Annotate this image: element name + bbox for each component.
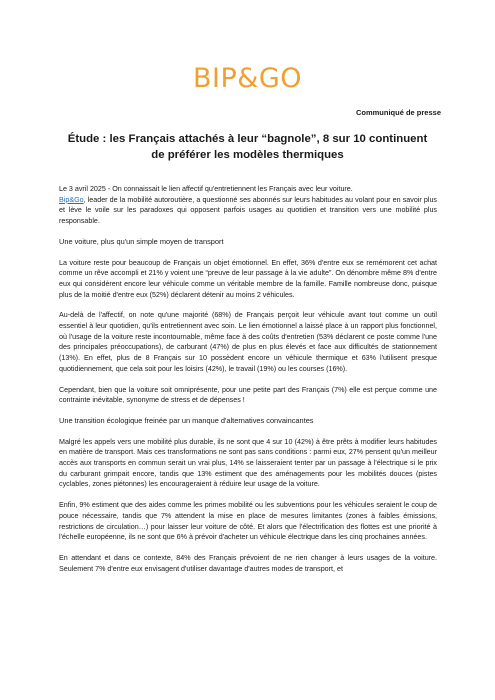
title-line-1: Étude : les Français attachés à leur “bagnole”, 8 sur 10 continuent [67, 133, 428, 145]
title-line-2: de préférer les modèles thermiques [151, 149, 344, 161]
intro-text-after: , leader de la mobilité autoroutière, a questionné ses abonnés sur leurs habitudes au volant pour en savoir plus et lève le voile sur les paradoxes qui opposent parfois usages au quotidien et transition vers une mobilité plus responsable. [59, 195, 437, 226]
section1-paragraph-2: Au-delà de l'affectif, on note qu'une majorité (68%) de Français perçoit leur véhicule avant tout comme un outil essentiel à leur quotidien, qu'ils entretiennent avec soin. Le lien émotionnel a laissé place à un rapport plus fonctionnel, où l'usage de la voiture reste incontournable, même face à des coûts d'entretien (53% déclarent ce poste comme l'une des principales préoccupations), de carburant (47%) de plus en plus élevés et face aux difficultés de stationnement (13%). En effet, plus de 8 Français sur 10 possèdent encore un véhicule thermique et 63% l'utilisent presque quotidiennement, que cela soit pour les loisirs (42%), le travail (19%) ou les courses (16%). [59, 311, 437, 373]
article-body [59, 184, 437, 584]
section-heading-2: Une transition écologique freinée par un manque d'alternatives convaincantes [59, 415, 314, 425]
page-title [60, 131, 435, 163]
section2-paragraph-2: Enfin, 9% estiment que des aides comme les primes mobilité ou les subventions pour les véhicules seraient le coup de pouce nécessaire, tandis que 7% attendent la mise en place de mesures limitantes (zones à faibles émissions, restrictions de circulation…) pour laisser leur voiture de côté. Et alors que l'électrification des flottes est une priorité à l'échelle européenne, ils ne sont que 6% à prévoir d'acheter un véhicule électrique dans les cinq prochaines années. [59, 501, 437, 542]
intro-paragraph [59, 184, 437, 227]
section1-paragraph-1: La voiture reste pour beaucoup de Français un objet émotionnel. En effet, 36% d'entre eux se remémorent cet achat comme un rêve accompli et 21% y voient une “preuve de leur passage à la vie adulte”. On dénombre même 8% d'entre eux qui considèrent encore leur véhicule comme un véritable membre de la famille. Famille nombreuse donc, puisque plus de la moitié d'entre eux (52%) déclarent détenir au moins 2 véhicules. [59, 258, 437, 299]
section-heading-1: Une voiture, plus qu'un simple moyen de transport [59, 236, 224, 246]
bipandgo-logo: BIP&GO [193, 63, 302, 94]
press-release-label: Communiqué de presse [355, 108, 441, 117]
section2-paragraph-3: En attendant et dans ce contexte, 84% des Français prévoient de ne rien changer à leurs usages de la voiture. Seulement 7% d'entre eux envisagent d'utiliser davantage d'autres modes de transport, et [59, 553, 437, 573]
intro-text-before: Le 3 avril 2025 - On connaissait le lien affectif qu'entretiennent les Français avec leur voiture. [59, 185, 353, 193]
bipandgo-link[interactable]: Bip&Go [59, 195, 84, 204]
section2-paragraph-1: Malgré les appels vers une mobilité plus durable, ils ne sont que 4 sur 10 (42%) à être prêts à modifier leurs habitudes en matière de transport. Mais ces transformations ne sont pas sans conditions : parmi eux, 27% pensent qu'un meilleur accès aux transports en commun serait un vrai plus, 14% se laisseraient tenter par un passage à l'électrique si le prix du carburant grimpait encore, tandis que 13% estiment que des aménagements pour les mobilités douces (pistes cyclables, zones piétonnes) les encourageraient à réduire leur usage de la voiture. [59, 437, 437, 489]
section1-paragraph-3: Cependant, bien que la voiture soit omniprésente, pour une petite part des Français (7%) elle est perçue comme une contrainte inévitable, synonyme de stress et de dépenses ! [59, 385, 437, 405]
